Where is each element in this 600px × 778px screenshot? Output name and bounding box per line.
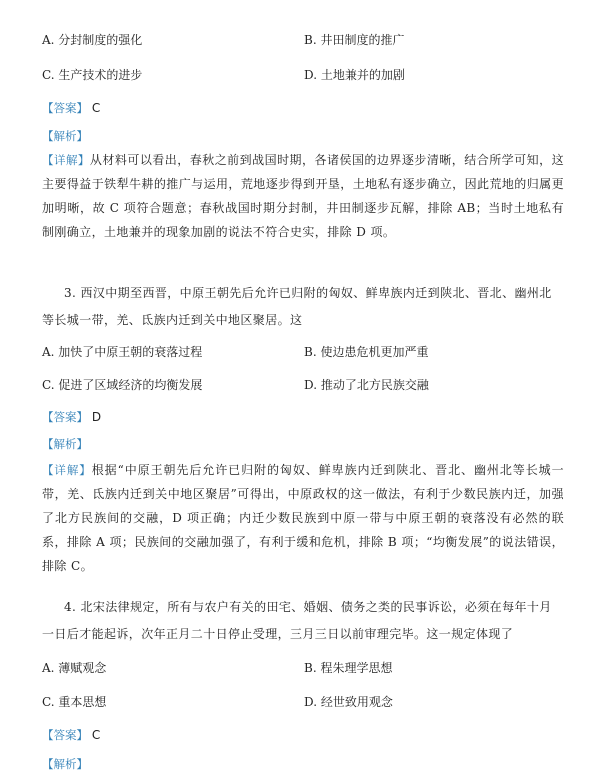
analysis-tag: 【解析】 bbox=[42, 437, 88, 451]
q2-option-d: D. 土地兼并的加剧 bbox=[304, 68, 405, 82]
answer-tag: 【答案】 bbox=[42, 728, 88, 742]
answer-letter: C bbox=[91, 101, 101, 115]
q4-option-a: A. 薄赋观念 bbox=[42, 661, 107, 675]
detail-tag: 【详解】 bbox=[42, 463, 92, 477]
answer-tag: 【答案】 bbox=[42, 101, 88, 115]
analysis-tag: 【解析】 bbox=[42, 757, 88, 771]
q3-option-b: B. 使边患危机更加严重 bbox=[304, 345, 429, 359]
q4-answer bbox=[42, 727, 560, 743]
q3-detail-text: 根据“中原王朝先后允许已归附的匈奴、鲜卑族内迁到陕北、晋北、幽州北等长城一带，羌、氐族内迁到关中地区聚居”可得出，中原政权的这一做法，有利于少数民族内迁，加强了北方民族间的交融，D 项正确；内迁少数民族到中原一带与中原王朝的衰落没有必然的联系，排除 A 项；民族间的交融加强了，有利于缓和危机，排除 B 项；“均衡发展”的说法错误，排除 C。 bbox=[42, 463, 564, 573]
q4-option-b: B. 程朱理学思想 bbox=[304, 661, 393, 675]
q2-option-c: C. 生产技术的进步 bbox=[42, 68, 143, 82]
q3-number: 3. bbox=[64, 286, 77, 300]
answer-letter: C bbox=[91, 728, 101, 742]
q4-option-d: D. 经世致用观念 bbox=[304, 695, 393, 709]
q2-answer bbox=[42, 100, 560, 116]
q3-option-a: A. 加快了中原王朝的衰落过程 bbox=[42, 345, 203, 359]
q4-option-c: C. 重本思想 bbox=[42, 695, 107, 709]
q2-detail-text: 从材料可以看出，春秋之前到战国时期，各诸侯国的边界逐步清晰，结合所学可知，这主要得益于铁犁牛耕的推广与运用，荒地逐步得到开垦，土地私有逐步确立，因此荒地的归属更加明晰，故 C 项符合题意；春秋战国时期分封制，井田制逐步瓦解，排除 AB；当时土地私有制刚确立，土地兼并的现象加剧的说法不符合史实，排除 D 项。 bbox=[42, 153, 564, 239]
q4-stem-text: 北宋法律规定，所有与农户有关的田宅、婚姻、债务之类的民事诉讼，必须在每年十月一日后才能起诉，次年正月二十日停止受理，三月三日以前审理完毕。这一规定体现了 bbox=[42, 600, 552, 641]
q2-option-a: A. 分封制度的强化 bbox=[42, 33, 143, 47]
answer-tag: 【答案】 bbox=[42, 410, 88, 424]
q3-analysis-label bbox=[42, 436, 560, 452]
q3-answer bbox=[42, 409, 560, 425]
q4-stem bbox=[42, 594, 564, 648]
q3-option-d: D. 推动了北方民族交融 bbox=[304, 378, 429, 392]
q3-stem-text: 西汉中期至西晋，中原王朝先后允许已归附的匈奴、鲜卑族内迁到陕北、晋北、幽州北等长城一带，羌、氐族内迁到关中地区聚居。这 bbox=[42, 286, 552, 327]
detail-tag: 【详解】 bbox=[42, 153, 90, 167]
q2-option-b: B. 井田制度的推广 bbox=[304, 33, 405, 47]
q4-analysis-label bbox=[42, 756, 560, 772]
analysis-tag: 【解析】 bbox=[42, 129, 88, 143]
q3-option-c: C. 促进了区域经济的均衡发展 bbox=[42, 378, 203, 392]
q3-detail bbox=[42, 458, 564, 578]
answer-letter: D bbox=[91, 410, 102, 424]
q4-number: 4. bbox=[64, 600, 77, 614]
q2-detail bbox=[42, 148, 564, 244]
q2-analysis-label bbox=[42, 128, 560, 144]
q3-stem bbox=[42, 280, 564, 334]
